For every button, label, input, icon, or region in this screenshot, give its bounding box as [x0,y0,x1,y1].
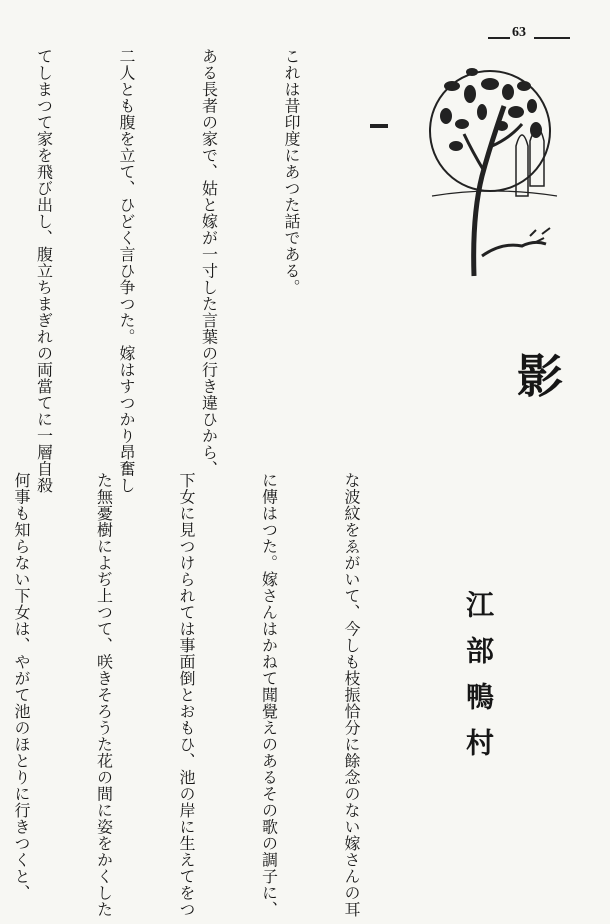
text-line: これは昔印度にあつた話である。 [282,48,301,296]
text-line: てしまつて家を飛び出し、腹立ちまぎれの両當てに一層自殺 [34,48,54,494]
text-line: 下女に見つけられては事面倒とおもひ、池の岸に生えてをつ [177,472,196,918]
text-line: 二人とも腹を立て、ひどく言ひ争つた。嫁はすつかり昂奮し [117,48,136,494]
body-text-bottom [12,472,420,918]
text-line: ある長者の家で、姑と嫁が一寸した言葉の行き違ひから、 [199,48,219,477]
section-mark [370,124,388,128]
text-line: に傳はつた。嫁さんはかねて聞覺えのあるその歌の調子に、 [259,472,279,918]
page-number: 63 [512,25,526,40]
text-line: た無憂樹によぢ上つて、咲きそろうた花の間に姿をかくした [94,472,114,918]
header-rule-right [534,37,570,39]
text-line: 何事も知らない下女は、やがて池のほとりに行きつくと、 [12,472,31,901]
body-text-top [34,48,360,494]
author-name: 江部鴨村 [462,590,495,774]
text-line: な波紋をゑがいて、今しも枝振恰分に餘念のない嫁さんの耳 [342,472,361,918]
tree-illustration [412,46,582,286]
header-rule-left [488,37,510,39]
story-title: 影 [510,352,564,398]
